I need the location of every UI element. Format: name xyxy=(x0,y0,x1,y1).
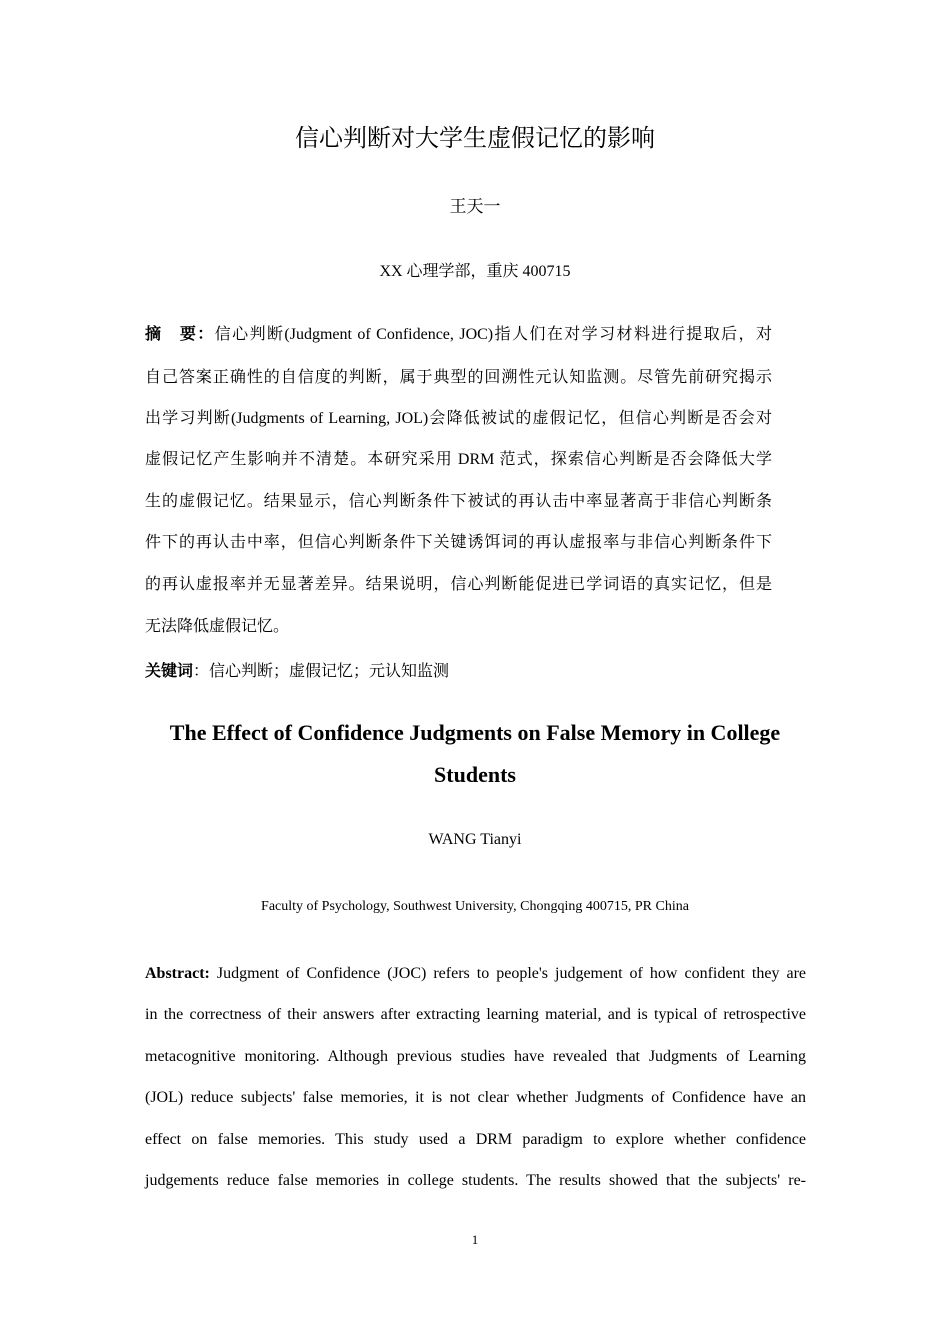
abstract-text: Judgment of Confidence (JOC) refers to people's judgement of how confident they are xyxy=(209,965,806,982)
chinese-abstract-line: 出学习判断(Judgments of Learning, JOL)会降低被试的虚假记忆，但信心判断是否会对 xyxy=(145,410,772,427)
english-abstract-line: metacognitive monitoring. Although previous studies have revealed that Judgments of Learning xyxy=(145,1048,806,1065)
keywords-text: ：信心判断；虚假记忆；元认知监测 xyxy=(193,663,450,680)
english-abstract-label: Abstract: xyxy=(145,965,210,982)
english-abstract-line: judgements reduce false memories in college students. The results showed that the subjects' re- xyxy=(145,1172,806,1189)
abstract-label: 摘 要： xyxy=(145,326,215,343)
chinese-abstract-line: 的再认虚报率并无显著差异。结果说明，信心判断能促进已学词语的真实记忆，但是 xyxy=(145,576,772,593)
english-abstract-line: (JOL) reduce subjects' false memories, it is not clear whether Judgments of Confidence have an xyxy=(145,1089,806,1106)
english-title-line: Students xyxy=(434,762,516,787)
abstract-text: 信心判断(Judgment of Confidence, JOC)指人们在对学习材料进行提取后，对 xyxy=(214,326,772,343)
keywords-label: 关键词 xyxy=(145,663,194,680)
chinese-author: 王天一 xyxy=(449,197,501,216)
chinese-affiliation: XX 心理学部，重庆 400715 xyxy=(379,263,571,280)
english-abstract-line: effect on false memories. This study used a DRM paradigm to explore whether confidence xyxy=(145,1131,806,1148)
english-title-line: The Effect of Confidence Judgments on False Memory in College xyxy=(169,720,781,745)
chinese-abstract-line: 虚假记忆产生影响并不清楚。本研究采用 DRM 范式，探索信心判断是否会降低大学 xyxy=(145,451,772,468)
chinese-abstract-line: 无法降低虚假记忆。 xyxy=(145,618,290,635)
chinese-abstract-line: 生的虚假记忆。结果显示，信心判断条件下被试的再认击中率显著高于非信心判断条 xyxy=(145,493,772,510)
chinese-abstract-line xyxy=(145,325,772,345)
english-author: WANG Tianyi xyxy=(428,831,522,848)
english-affiliation: Faculty of Psychology, Southwest University, Chongqing 400715, PR China xyxy=(261,899,689,914)
page-number: 1 xyxy=(471,1232,479,1247)
english-abstract-line xyxy=(145,964,806,984)
chinese-abstract-line: 件下的再认击中率，但信心判断条件下关键诱饵词的再认虚报率与非信心判断条件下 xyxy=(145,534,772,551)
english-abstract-line: in the correctness of their answers after extracting learning material, and is typical of retrospective xyxy=(145,1006,806,1023)
chinese-title: 信心判断对大学生虚假记忆的影响 xyxy=(295,124,655,152)
chinese-keywords xyxy=(145,658,449,681)
chinese-abstract-line: 自己答案正确性的自信度的判断，属于典型的回溯性元认知监测。尽管先前研究揭示 xyxy=(145,369,772,386)
